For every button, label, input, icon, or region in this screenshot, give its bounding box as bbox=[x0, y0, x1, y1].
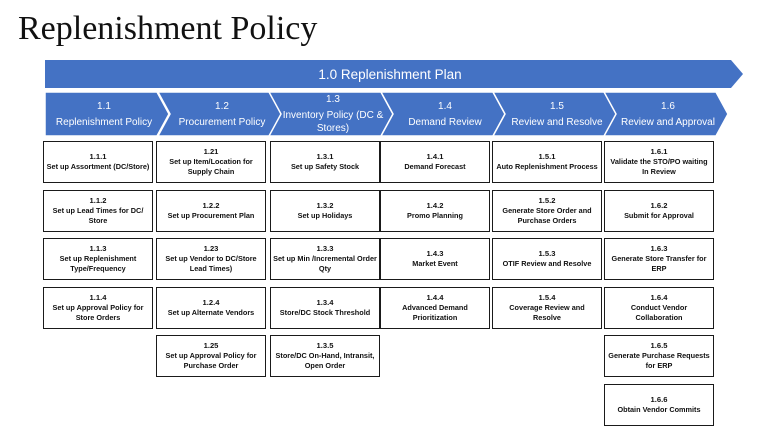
task-box bbox=[604, 384, 714, 426]
task-box bbox=[604, 141, 714, 183]
task-text: Store/DC Stock Threshold bbox=[279, 307, 371, 317]
step-title: Demand Review bbox=[408, 116, 482, 128]
task-box bbox=[380, 141, 490, 183]
step-label-1 bbox=[47, 92, 161, 136]
task-text: Validate the STO/PO waiting In Review bbox=[610, 157, 708, 176]
task-number: 1.6.3 bbox=[650, 244, 668, 253]
task-box bbox=[492, 287, 602, 329]
task-number: 1.4.1 bbox=[426, 152, 444, 161]
task-number: 1.2.2 bbox=[202, 200, 220, 210]
step-title: Replenishment Policy bbox=[55, 116, 153, 128]
task-text: Generate Purchase Requests for ERP bbox=[608, 351, 710, 370]
task-number: 1.5.3 bbox=[538, 249, 556, 258]
task-text: Set up Alternate Vendors bbox=[167, 307, 255, 317]
task-text: Set up Item/Location for Supply Chain bbox=[169, 157, 253, 176]
phase-banner-label: 1.0 Replenishment Plan bbox=[318, 66, 462, 82]
task-number: 1.6.2 bbox=[650, 200, 668, 210]
task-text: Set up Safety Stock bbox=[290, 162, 360, 171]
task-box bbox=[156, 287, 266, 329]
task-box bbox=[270, 141, 380, 183]
task-number: 1.4.2 bbox=[426, 200, 444, 210]
task-box bbox=[604, 287, 714, 329]
step-number: 1.2 bbox=[215, 100, 229, 112]
step-title: Review and Resolve bbox=[511, 116, 603, 128]
task-number: 1.3.5 bbox=[316, 341, 334, 350]
step-label-2 bbox=[170, 92, 274, 136]
step-number: 1.3 bbox=[326, 94, 340, 105]
task-box bbox=[380, 190, 490, 232]
task-number: 1.1.4 bbox=[89, 292, 107, 302]
task-box bbox=[492, 238, 602, 280]
task-box bbox=[604, 238, 714, 280]
task-box bbox=[43, 238, 153, 280]
task-text: OTIF Review and Resolve bbox=[502, 259, 592, 268]
task-text: Generate Store Transfer for ERP bbox=[611, 254, 707, 273]
step-label-4 bbox=[393, 92, 497, 136]
task-number: 1.6.4 bbox=[650, 292, 668, 302]
task-box bbox=[604, 190, 714, 232]
page-title: Replenishment Policy bbox=[18, 10, 318, 47]
task-text: Set up Approval Policy for Purchase Order bbox=[165, 351, 257, 370]
task-number: 1.6.6 bbox=[650, 394, 668, 404]
task-number: 1.4.4 bbox=[426, 292, 444, 302]
step-label-5 bbox=[505, 92, 609, 136]
task-number: 1.3.2 bbox=[316, 200, 334, 210]
task-text: Coverage Review and Resolve bbox=[509, 302, 585, 322]
task-text: Set up Approval Policy for Store Orders bbox=[52, 302, 144, 322]
task-box bbox=[270, 287, 380, 329]
task-number: 1.2.4 bbox=[202, 297, 220, 307]
task-box bbox=[270, 238, 380, 280]
task-text: Demand Forecast bbox=[404, 162, 466, 171]
task-text: Conduct Vendor Collaboration bbox=[630, 302, 688, 322]
task-text: Set up Replenishment Type/Frequency bbox=[59, 254, 137, 273]
task-number: 1.1.3 bbox=[89, 244, 107, 253]
task-text: Store/DC On-Hand, Intransit, Open Order bbox=[275, 351, 375, 370]
task-box bbox=[380, 287, 490, 329]
step-number: 1.1 bbox=[97, 100, 111, 112]
task-number: 1.23 bbox=[203, 244, 219, 253]
step-number: 1.5 bbox=[550, 100, 564, 112]
task-number: 1.1.2 bbox=[89, 195, 107, 205]
task-text: Advanced Demand Prioritization bbox=[402, 302, 468, 322]
task-number: 1.25 bbox=[203, 341, 219, 350]
task-box bbox=[156, 238, 266, 280]
task-number: 1.1.1 bbox=[89, 152, 107, 161]
task-box bbox=[156, 141, 266, 183]
step-title: Inventory Policy (DC & Stores) bbox=[282, 110, 384, 134]
task-number: 1.3.1 bbox=[316, 152, 334, 161]
task-text: Promo Planning bbox=[407, 210, 463, 220]
task-box bbox=[380, 238, 490, 280]
task-number: 1.6.1 bbox=[650, 147, 668, 156]
task-box bbox=[43, 141, 153, 183]
task-text: Market Event bbox=[412, 259, 458, 268]
task-number: 1.5.2 bbox=[538, 195, 556, 205]
phase-banner bbox=[45, 58, 745, 90]
step-number: 1.4 bbox=[438, 100, 452, 112]
task-text: Submit for Approval bbox=[624, 210, 694, 220]
task-number: 1.4.3 bbox=[426, 249, 444, 258]
task-text: Set up Vendor to DC/Store Lead Times) bbox=[165, 254, 257, 273]
task-number: 1.3.4 bbox=[316, 297, 334, 307]
step-label-3 bbox=[281, 92, 385, 136]
task-box bbox=[492, 141, 602, 183]
task-number: 1.5.1 bbox=[538, 152, 556, 161]
task-text: Set up Min /Incremental Order Qty bbox=[273, 254, 377, 273]
step-title: Procurement Policy bbox=[178, 116, 266, 128]
task-box bbox=[43, 287, 153, 329]
task-box bbox=[604, 335, 714, 377]
task-text: Auto Replenishment Process bbox=[496, 162, 598, 171]
task-number: 1.3.3 bbox=[316, 244, 334, 253]
task-box bbox=[43, 190, 153, 232]
task-number: 1.21 bbox=[203, 147, 219, 156]
task-box bbox=[492, 190, 602, 232]
task-text: Set up Holidays bbox=[297, 210, 353, 220]
task-text: Obtain Vendor Commits bbox=[617, 404, 701, 414]
task-box bbox=[156, 335, 266, 377]
task-number: 1.5.4 bbox=[538, 292, 556, 302]
task-box bbox=[270, 190, 380, 232]
step-title: Review and Approval bbox=[621, 116, 715, 128]
step-label-6 bbox=[616, 92, 720, 136]
step-number: 1.6 bbox=[661, 100, 675, 112]
task-text: Set up Procurement Plan bbox=[167, 210, 255, 220]
task-box bbox=[156, 190, 266, 232]
task-number: 1.6.5 bbox=[650, 341, 668, 350]
task-text: Set up Lead Times for DC/ Store bbox=[52, 205, 144, 225]
task-box bbox=[270, 335, 380, 377]
task-text: Set up Assortment (DC/Store) bbox=[46, 162, 150, 171]
task-text: Generate Store Order and Purchase Orders bbox=[502, 205, 592, 225]
